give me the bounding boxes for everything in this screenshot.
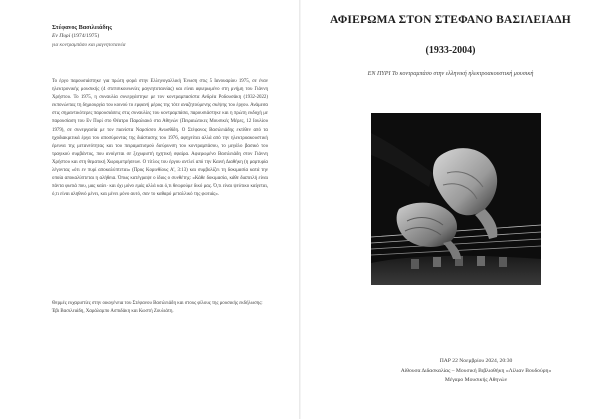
program-note bbox=[52, 78, 268, 199]
acknowledgements: Θερμές ευχαριστίες στην οικογένεια του Στέφανου Βασιλειάδη και στους φίλους της μουσικής εκδήλωσης: Έβι Βασιλειάδη, Χαράλαμπο Ασπιδάκη και Κωστή Ζουλιάτη. bbox=[52, 301, 263, 315]
left-page bbox=[0, 0, 299, 419]
subtitle-rest: Το κοντραμπάσο στην ελληνική ηλεκτροακουστική μουσική bbox=[392, 71, 534, 77]
right-page bbox=[301, 0, 600, 419]
work-title: Εν Πυρί bbox=[52, 33, 71, 39]
event-venue: Αίθουσα Διδασκαλίας – Μουσική Βιβλιοθήκη «Λίλιαν Βουδούρη» bbox=[400, 367, 552, 374]
tribute-years: (1933-2004) bbox=[425, 45, 476, 56]
event-date: ΠΑΡ 22 Νοεμβρίου 2024, 20:30 bbox=[439, 358, 513, 364]
program-note-paragraph-2: Ο Στέφανος Βασιλειάδης εκτίθεν από τα ηχοδιακριτικά έργα του αποσύροντας της διάστασης του 1976, αφηγείται αλλά από την ηλεκτροακουστική έρευνα της μετανεότητας και του πειραματισμού διεύρυνση του κοντραμπάσου, το μεγάλο βασικό του τραγικού συμβάντος, που ανοίγεται σε ξεχωριστή ηχητική σφαίρα. Αφιερωμένο Βασιλειάδη στον Γιάννη Χρήστου και στη θεματική Χωρομετρήσεων. Ο τίτλος του έργου αντλεί από την Καινή Διαθήκη (η μαρτυρία λέγοντας «ότι εν πυρί αποκαλύπτεται» (Προς Κορινθίους Α', 3:13) και συμβολίζει τη δοκιμασία κατά την οποία αποκαλύπτεται η αλήθεια. Όπως κατέγραψε ο ίδιος ο συνθέτης: «Κάθε δοκιμασία, κάθε διαπειλή είναι πάντα φωτιά που, μας καίει· και όχι μόνο εμάς αλλά και ό,τι θεωρούμε δικό μας. Ό,τι είναι ψεύτικο καίγεται, ό,τι είναι αληθινό μένει, και μένει μόνο αυτό, σαν το καθαρό μεταλλικό της φωτιάς». bbox=[52, 127, 268, 198]
tribute-title: ΑΦΙΕΡΩΜΑ ΣΤΟΝ ΣΤΕΦΑΝΟ ΒΑΣΙΛΕΙΑΔΗ bbox=[330, 14, 571, 26]
double-bass-photo-image bbox=[371, 113, 541, 285]
event-details bbox=[361, 357, 591, 386]
work-years: (1974/1975) bbox=[71, 33, 100, 39]
subtitle-work: ΕΝ ΠΥΡΙ bbox=[367, 71, 391, 77]
work-title-line bbox=[52, 33, 99, 39]
instrumentation: για κοντραμπάσο και μαγνητοταινία bbox=[52, 42, 126, 48]
author-name: Στέφανος Βασιλειάδης bbox=[52, 24, 112, 31]
concert-subtitle bbox=[301, 71, 600, 77]
double-bass-photo bbox=[371, 113, 541, 285]
event-building: Μέγαρο Μουσικής Αθηνών bbox=[444, 377, 508, 384]
program-note-paragraph-1: Το έργο παρουσιάστηκε για πρώτη φορά στην Ελληνογαλλική Ένωση στις 5 Ιανουαρίου 1975, σε έναν ηλεκτρονικής μουσικής (4 στεπσικοινωνίες μαγνητοταινίας) και είναι αφιερωμένο στη μνήμη του Γιάννη Χρήστου. Το 1975, η συναυλία συνεργάστηκε με τον κοντραμπασίστα Ανδρέα Ροδουσάκη (1932-2022) εκπονώντας τη δημιουργία του κοινού το εμφανή μέρος της τότε αναζητούμενης σκέψης του έργου. Ανάμεσα στις σημαντικότερες παρουσιάσεις στις συναυλίες του κοντραμπάσα, παρουσιάστηκε και η πρώτη εκδοχή με παρουσίαση του Εν Πυρί στο Θέατρο Παραλιακό στα Αθηνών (Πειραιώτικες Μουσικές Μέρες, 12 Ιουλίου 1979), σε συνεργασία με τον πιανίστα Ναρσίσσο Ανωσθίδη. bbox=[52, 79, 268, 133]
